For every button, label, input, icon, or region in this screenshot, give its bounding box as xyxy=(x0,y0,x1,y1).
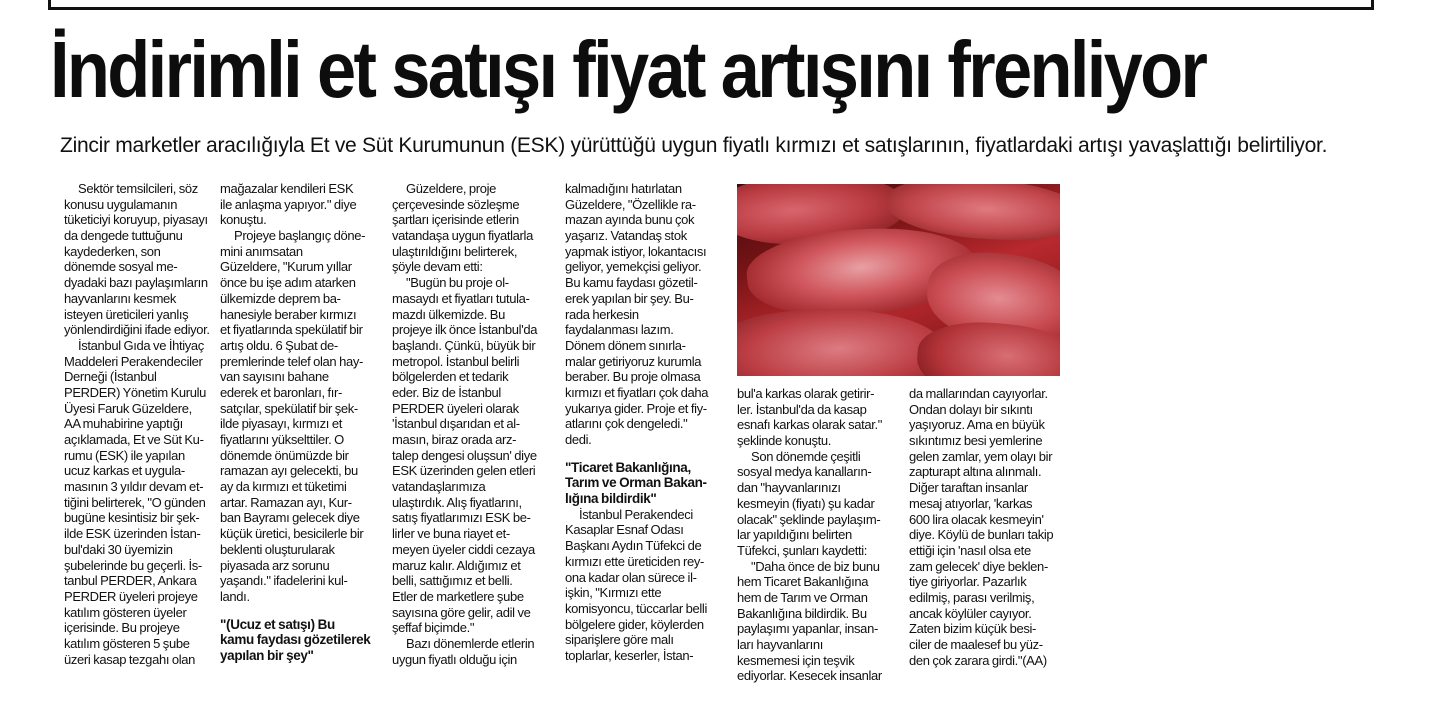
column-6-line: den çok zarara girdi."(AA) xyxy=(909,652,1047,668)
column-1-line: AA muhabirine yaptığı xyxy=(64,416,183,432)
column-1-line: PERDER üyeleri projeye xyxy=(64,588,198,604)
column-4-line: kırmızı et fiyatları çok daha xyxy=(565,384,709,400)
column-4 xyxy=(565,181,733,664)
column-1-line: içerisinde. Bu projeye xyxy=(64,620,180,636)
column-3-line: maruz kalır. Aldığımız et xyxy=(392,557,521,573)
column-2-line: yaşandı." ifadelerini kul- xyxy=(220,573,348,589)
column-5-line: Bakanlığına bildirdik. Bu xyxy=(737,605,867,621)
column-6-line: zapturapt altına alınmalı. xyxy=(909,464,1042,480)
column-4-line: mazan ayında bunu çok xyxy=(565,212,695,228)
column-1-line: rumu (ESK) ile yapılan xyxy=(64,447,185,463)
column-5-line: sosyal medya kanalların- xyxy=(737,464,872,480)
column-4-line: atlarını çok dengeledi." xyxy=(565,416,688,432)
column-4-line: Kasaplar Esnaf Odası xyxy=(565,522,684,538)
column-2-line: artış oldu. 6 Şubat de- xyxy=(220,337,338,353)
column-5-line: lar yapıldığını belirten xyxy=(737,527,852,543)
column-4-line: yaşarız. Vatandaş stok xyxy=(565,228,687,244)
column-1-line: konusu uygulamanın xyxy=(64,196,178,212)
column-5-line: esnafı karkas olarak satar." xyxy=(737,417,883,433)
column-2-line: hanesiyle beraber kırmızı xyxy=(220,306,357,322)
column-1-line: bul'daki 30 üyemizin xyxy=(64,541,173,557)
column-5-line: ları hayvanlarını xyxy=(737,637,824,652)
column-6-line: yaşıyoruz. Ama en büyük xyxy=(909,417,1045,433)
column-3-line: ulaştırdık. Alış fiyatlarını, xyxy=(392,494,522,510)
column-4-line: malar getiriyoruz kurumla xyxy=(565,353,702,369)
column-5-line: kesmemesi için teşvik xyxy=(737,652,855,668)
column-6-line: sıkıntımız besi yemlerine xyxy=(909,433,1043,449)
column-4-line: rada herkesin xyxy=(565,306,639,322)
column-4-line: "Ticaret Bakanlığına, xyxy=(565,459,691,475)
column-4-line: dedi. xyxy=(565,432,592,447)
column-2-line: mağazalar kendileri ESK xyxy=(220,181,354,196)
column-4-line: toplarlar, keserler, İstan- xyxy=(565,647,694,663)
column-6-line: zam gelecek' diye beklen- xyxy=(909,558,1048,574)
column-5-line: hem Ticaret Bakanlığına xyxy=(737,574,869,590)
column-5-line: kesmeyin (fiyatı) şu kadar xyxy=(737,495,875,511)
column-2-line: ile anlaşma yapıyor." diye xyxy=(220,196,357,212)
column-6-line: Ondan dolayı bir sıkıntı xyxy=(909,401,1033,417)
column-1 xyxy=(64,181,210,667)
headline: İndirimli et satışı fiyat artışını frenliyor xyxy=(50,25,1206,114)
top-frame-rule xyxy=(48,0,1374,10)
column-5-line: dan "hayvanlarınızı xyxy=(737,480,841,496)
column-1-line: kaydederken, son xyxy=(64,243,161,259)
column-6-line: 600 lira olacak kesmeyin' xyxy=(909,511,1044,527)
column-4-line xyxy=(565,448,733,460)
column-1-line: Sektör temsilcileri, söz xyxy=(78,181,198,196)
column-3-line: meyen üyeler ciddi cezaya xyxy=(392,541,535,557)
column-2-line: Projeye başlangıç döne- xyxy=(234,228,366,244)
column-6-line: Zaten bizim küçük besi- xyxy=(909,621,1037,637)
column-1-line: üzeri kasap tezgahı olan xyxy=(64,651,196,667)
column-3-line: mazdı ülkemizde. Bu xyxy=(392,306,506,322)
column-4-line: faydalanması lazım. xyxy=(565,322,674,338)
column-4-line: Bu kamu faydası gözetil- xyxy=(565,275,698,291)
column-4-line: İstanbul Perakendeci xyxy=(579,506,693,522)
column-2-line: piyasada arz sorunu xyxy=(220,557,330,573)
column-4-line: yapmak istiyor, lokantacısı xyxy=(565,243,707,259)
column-2-line: van sayısını bahane xyxy=(220,369,329,385)
column-3-line: projeye ilk önce İstanbul'da xyxy=(392,322,538,338)
column-6 xyxy=(909,386,1069,668)
column-2-line: satçılar, spekülatif bir şek- xyxy=(220,400,358,416)
column-6-line: tiye giriyorlar. Pazarlık xyxy=(909,574,1027,590)
column-1-line: tüketiciyi koruyup, piyasayı xyxy=(64,212,208,228)
column-1-line: masının 3 yıldır devam et- xyxy=(64,479,204,495)
column-3-line: "Bugün bu proje ol- xyxy=(406,275,509,291)
column-6-line: Diğer taraftan insanlar xyxy=(909,480,1028,496)
column-2-line: mini anımsatan xyxy=(220,243,303,259)
column-2-line: ay da kırmızı et tüketimi xyxy=(220,479,347,495)
column-5-line: "Daha önce de biz bunu xyxy=(751,558,880,574)
column-3-line: şartları içerisinde etlerin xyxy=(392,212,519,228)
column-1-line: açıklamada, Et ve Süt Ku- xyxy=(64,432,204,447)
column-3-line: masın, biraz orada arz- xyxy=(392,432,517,447)
column-4-line: ona kadar olan sürece il- xyxy=(565,569,697,585)
column-2-line xyxy=(220,605,380,617)
column-1-line: bugüne kesintisiz bir şek- xyxy=(64,510,200,526)
column-4-line: işkin, "Kırmızı ette xyxy=(565,585,662,601)
column-3-line: ulaştırıldığını belirterek, xyxy=(392,243,518,259)
column-2-line: ülkemizde deprem ba- xyxy=(220,290,341,306)
column-6-line: edilmiş, parası verilmiş, xyxy=(909,589,1035,605)
column-5-line: olacak" şeklinde paylaşım- xyxy=(737,511,881,527)
column-3-line: şeffaf biçimde." xyxy=(392,620,475,636)
column-2-line: küçük üretici, besicilerle bir xyxy=(220,526,364,542)
column-6-line: ettiği için 'nasıl olsa ete xyxy=(909,542,1031,558)
column-3-line: şöyle devam etti: xyxy=(392,259,483,275)
column-2-line: fiyatlarını yükselttiler. O xyxy=(220,432,344,447)
column-2-line: ilde piyasayı, kırmızı et xyxy=(220,416,342,432)
column-1-line: şubelerinde bu geçerli. İs- xyxy=(64,557,202,573)
column-1-line: dönemde sosyal me- xyxy=(64,259,178,275)
column-3-line: metropol. İstanbul belirli xyxy=(392,353,520,369)
column-4-line: Dönem dönem sınırla- xyxy=(565,337,686,353)
column-2-line: kamu faydası gözetilerek xyxy=(220,632,371,648)
column-3-line: 'İstanbul dışarıdan et al- xyxy=(392,416,520,432)
column-4-line: komisyoncu, tüccarlar belli xyxy=(565,600,707,616)
column-2-line: yapılan bir şey" xyxy=(220,647,314,663)
column-5-line: Son dönemde çeşitli xyxy=(751,448,861,464)
column-3-line: belli, sattığımız et belli. xyxy=(392,573,513,589)
column-4-line: siparişlere göre malı xyxy=(565,632,674,648)
column-5 xyxy=(737,386,897,684)
column-2 xyxy=(220,181,380,664)
column-3-line: vatandaşa uygun fiyatlarla xyxy=(392,228,533,244)
column-1-line: İstanbul Gıda ve İhtiyaç xyxy=(78,337,204,353)
column-1-line: tiğini belirterek, "O günden xyxy=(64,494,206,510)
column-5-line: paylaşımı yapanlar, insan- xyxy=(737,621,878,637)
column-6-line: da mallarından cayıyorlar. xyxy=(909,386,1048,401)
column-3-line: PERDER üyeleri olarak xyxy=(392,400,519,416)
column-2-line: ramazan ayı gelecekti, bu xyxy=(220,463,358,479)
column-4-line: beraber. Bu proje olmasa xyxy=(565,369,701,385)
column-5-line: ediyorlar. Kesecek insanlar xyxy=(737,668,882,684)
column-1-line: ucuz karkas et uygula- xyxy=(64,463,185,479)
column-3-line: Etler de marketlere şube xyxy=(392,588,524,604)
column-1-line: katılım gösteren 5 şube xyxy=(64,635,190,651)
column-3-line: talep dengesi oluşsun' diye xyxy=(392,447,537,463)
column-5-line: hem de Tarım ve Orman xyxy=(737,589,868,605)
column-5-line: şeklinde konuştu. xyxy=(737,433,832,449)
column-1-line: dyadaki bazı paylaşımların xyxy=(64,275,208,291)
column-4-line: lığına bildirdik" xyxy=(565,491,657,507)
column-2-line: Güzeldere, "Kurum yıllar xyxy=(220,259,352,275)
column-3-line: vatandaşlarımıza xyxy=(392,479,486,495)
column-2-line: landı. xyxy=(220,588,250,604)
column-3-line: Güzeldere, proje xyxy=(406,181,497,196)
column-6-line: mesaj atıyorlar, 'karkas xyxy=(909,495,1033,511)
deck-summary: Zincir marketler aracılığıyla Et ve Süt Kurumunun (ESK) yürüttüğü uygun fiyatlı kırmızı et satışlarının, fiyatlardaki artışı yavaşlattığı belirtiliyor. xyxy=(60,133,1328,157)
column-2-line: beklenti oluşturularak xyxy=(220,541,335,557)
column-4-line: erek yapılan bir şey. Bu- xyxy=(565,290,694,306)
column-1-line: tanbul PERDER, Ankara xyxy=(64,573,197,589)
column-3-line: Bazı dönemlerde etlerin xyxy=(406,635,535,651)
column-1-line: katılım gösteren üyeler xyxy=(64,604,187,620)
column-3-line: lirler ve buna riayet et- xyxy=(392,526,510,542)
column-1-line: isteyen üreticileri yanlış xyxy=(64,306,189,322)
meat-photo xyxy=(737,184,1060,376)
column-4-line: geliyor, yemekçisi geliyor. xyxy=(565,259,702,275)
column-1-line: Üyesi Faruk Güzeldere, xyxy=(64,400,192,416)
column-1-line: Derneği (İstanbul xyxy=(64,369,157,385)
column-4-line: kalmadığını hatırlatan xyxy=(565,181,682,196)
column-3-line: masaydı et fiyatları tutula- xyxy=(392,290,530,306)
column-4-line: yukarıya gider. Proje et fiy- xyxy=(565,400,707,416)
column-1-line: PERDER) Yönetim Kurulu xyxy=(64,384,207,400)
column-2-line: dönemde önümüzde bir xyxy=(220,447,349,463)
column-3-line: ESK üzerinden gelen etleri xyxy=(392,463,536,479)
column-3-line: uygun fiyatlı olduğu için xyxy=(392,651,517,667)
column-3-line: eder. Biz de İstanbul xyxy=(392,384,501,400)
column-1-line: ilde ESK üzerinden İstan- xyxy=(64,526,201,542)
column-6-line: gelen zamlar, yem olayı bir xyxy=(909,448,1053,464)
column-3-line: bölgelerden et tedarik xyxy=(392,369,509,385)
column-2-line: ederek et baronları, fır- xyxy=(220,384,342,400)
column-5-line: ler. İstanbul'da da kasap xyxy=(737,401,867,417)
column-1-line: hayvanlarını kesmek xyxy=(64,290,177,306)
column-6-line: ancak köylüler cayıyor. xyxy=(909,605,1032,621)
column-4-line: kırmızı ette üreticiden rey- xyxy=(565,553,704,569)
column-2-line: "(Ucuz et satışı) Bu xyxy=(220,616,335,632)
column-5-line: Tüfekci, şunları kaydetti: xyxy=(737,542,868,558)
column-3-line: satış fiyatlarımızı ESK be- xyxy=(392,510,531,526)
column-3-line: sayısına göre gelir, adil ve xyxy=(392,604,531,620)
column-2-line: premlerinde telef olan hay- xyxy=(220,353,363,369)
column-6-line: ciler de maalesef bu yüz- xyxy=(909,637,1043,652)
column-5-line: bul'a karkas olarak getirir- xyxy=(737,386,875,401)
column-1-line: da dengede tuttuğunu xyxy=(64,228,183,244)
column-2-line: ban Bayramı gelecek diye xyxy=(220,510,360,526)
column-2-line: et fiyatlarında spekülatif bir xyxy=(220,322,363,338)
column-3 xyxy=(392,181,560,667)
column-3-line: çerçevesinde sözleşme xyxy=(392,196,520,212)
column-4-line: Başkanı Aydın Tüfekci de xyxy=(565,538,702,554)
column-3-line: başlandı. Çünkü, büyük bir xyxy=(392,337,536,353)
column-1-line: yönlendirdiğini ifade ediyor. xyxy=(64,322,210,338)
column-4-line: Güzeldere, "Özellikle ra- xyxy=(565,196,696,212)
column-6-line: diye. Köylü de bunları takip xyxy=(909,527,1054,543)
column-2-line: önce bu işe adım atarken xyxy=(220,275,356,291)
column-1-line: Maddeleri Perakendeciler xyxy=(64,353,203,369)
column-4-line: Tarım ve Orman Bakan- xyxy=(565,475,707,491)
column-2-line: artar. Ramazan ayı, Kur- xyxy=(220,494,352,510)
column-4-line: bölgelere gider, köylerden xyxy=(565,616,704,632)
column-2-line: konuştu. xyxy=(220,212,267,228)
